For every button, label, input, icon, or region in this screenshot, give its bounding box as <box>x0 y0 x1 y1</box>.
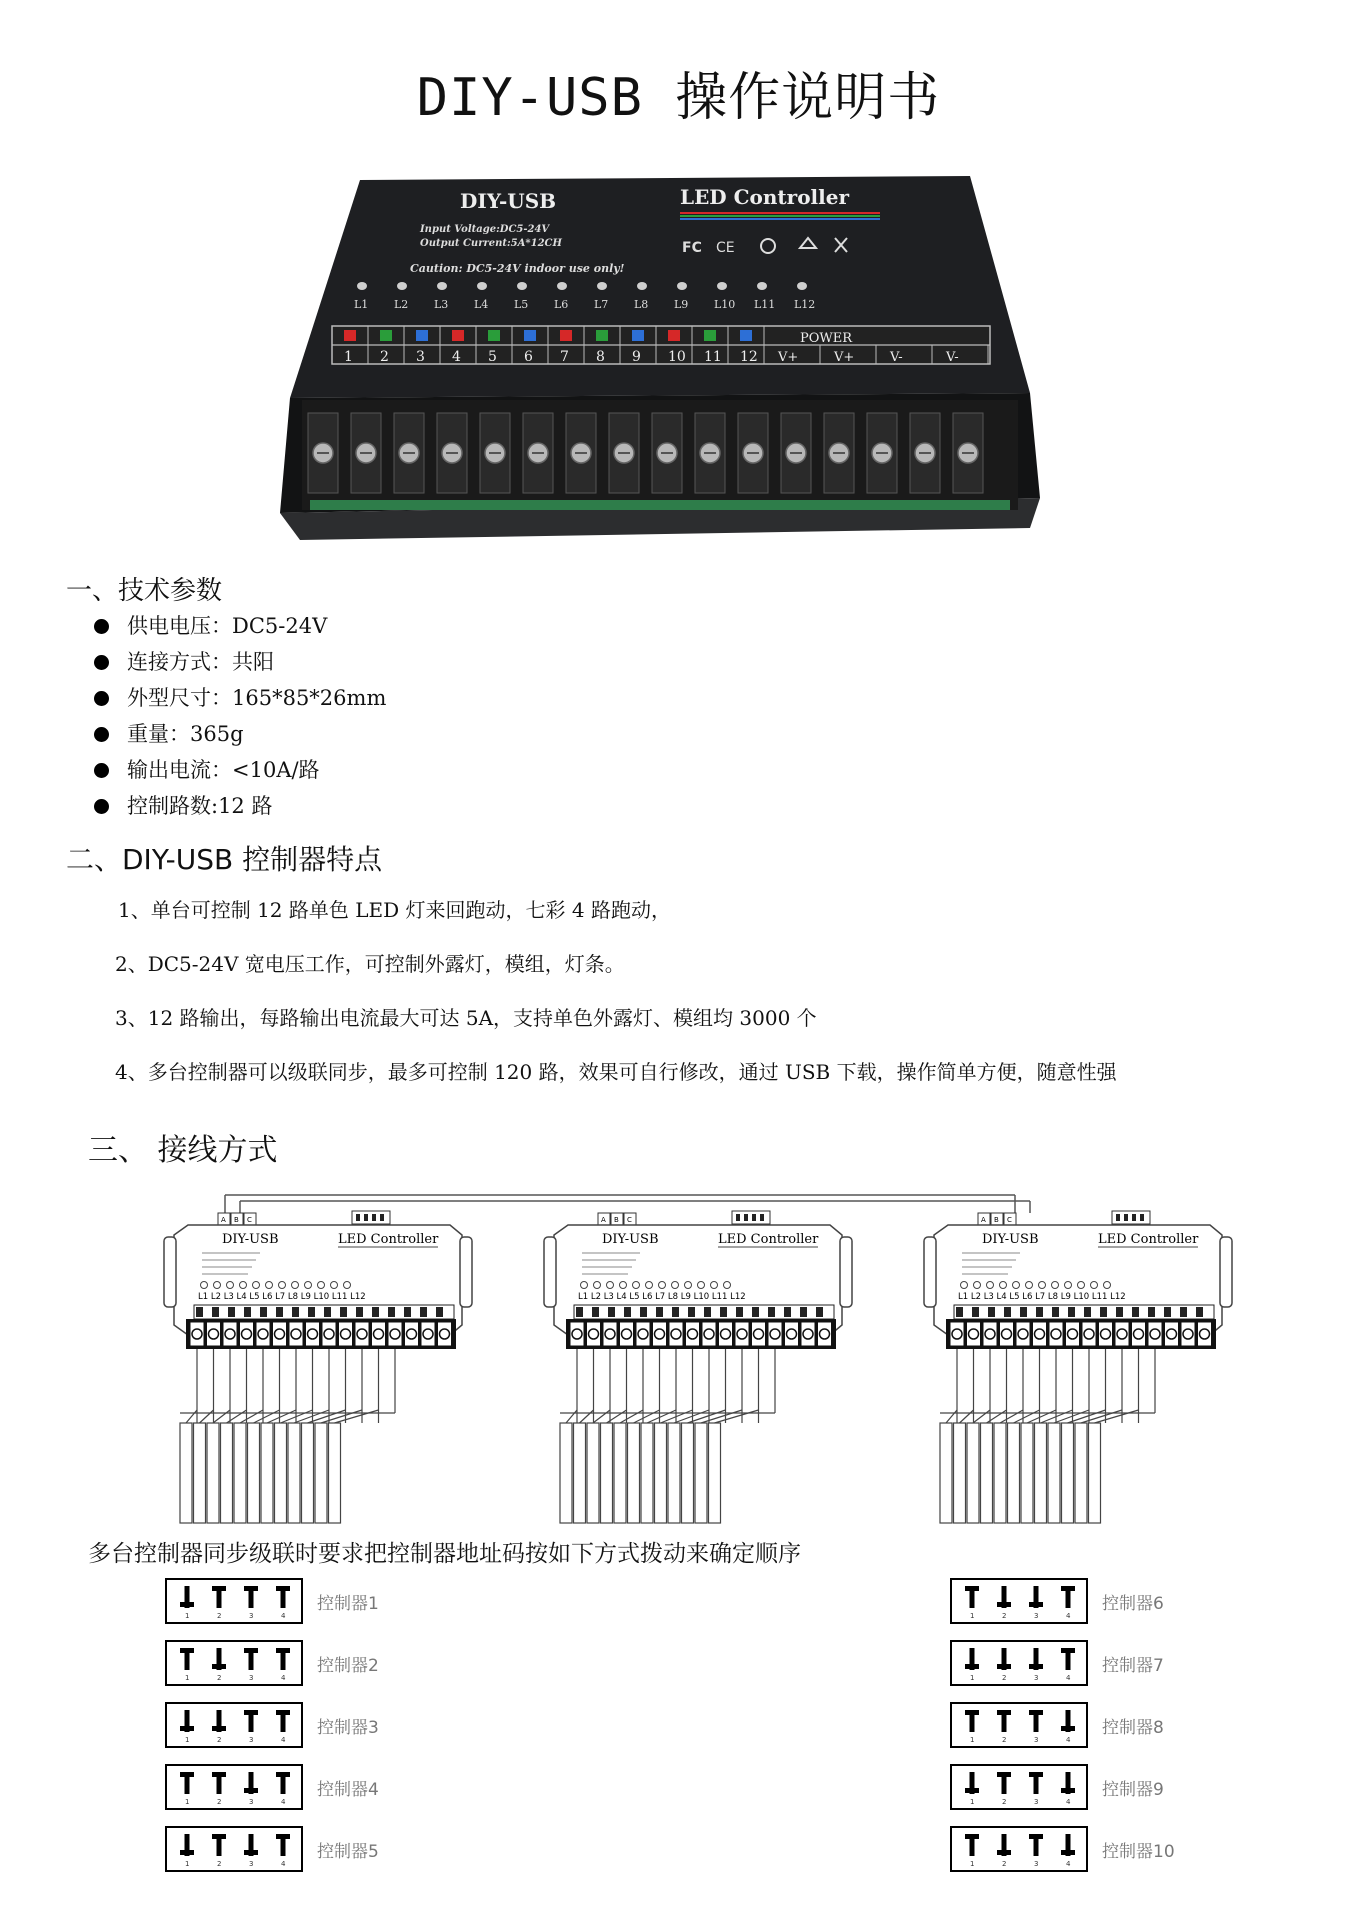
led-indicator <box>557 282 567 290</box>
feature-item: 1、单台可控制 12 路单色 LED 灯来回跑动，七彩 4 路跑动， <box>118 898 671 922</box>
led-strip-bar <box>967 1423 979 1523</box>
led-strip-bar <box>614 1423 626 1523</box>
led-strip-bar <box>628 1423 640 1523</box>
led-strip-bar <box>275 1423 287 1523</box>
dip-switch <box>1029 1710 1043 1744</box>
section2-heading: 二、DIY-USB 控制器特点 <box>66 843 383 876</box>
dip-switch <box>965 1834 979 1868</box>
dip-number: 4 <box>1066 1798 1071 1806</box>
section3-heading: 三、 接线方式 <box>88 1133 278 1168</box>
channel-color-swatch <box>452 330 464 341</box>
dip-number: 4 <box>1066 1860 1071 1868</box>
led-label: L5 <box>514 298 529 311</box>
dip-switch <box>244 1772 258 1806</box>
dip-switch <box>276 1648 290 1682</box>
dip-number: 3 <box>1034 1612 1039 1620</box>
device-brand: DIY-USB <box>460 189 557 213</box>
dip-switch <box>1029 1586 1043 1620</box>
mini-product: LED Controller <box>718 1232 819 1247</box>
led-label: L2 <box>394 298 409 311</box>
dip-switch-block <box>950 1640 1088 1686</box>
dip-number: 4 <box>281 1798 286 1806</box>
dip-switch <box>244 1648 258 1682</box>
dip-switch <box>965 1586 979 1620</box>
svg-text:C: C <box>627 1216 632 1224</box>
terminal-number: 6 <box>524 349 533 365</box>
controller-label: 控制器6 <box>1102 1593 1164 1614</box>
mini-brand: DIY-USB <box>222 1232 279 1247</box>
terminal-number: 11 <box>704 349 722 365</box>
dip-switch-block <box>165 1702 303 1748</box>
led-strip-bar <box>560 1423 572 1523</box>
device-caution: Caution: DC5-24V indoor use only! <box>410 262 625 275</box>
page-title: DIY-USB 操作说明书 <box>416 68 941 128</box>
dip-number: 2 <box>1002 1860 1007 1868</box>
bullet-icon <box>94 619 109 634</box>
controller-label: 控制器4 <box>317 1779 379 1800</box>
led-label: L8 <box>634 298 649 311</box>
dip-switch <box>244 1586 258 1620</box>
dip-number: 1 <box>970 1612 975 1620</box>
dip-number: 3 <box>1034 1674 1039 1682</box>
led-strip-bar <box>1062 1423 1074 1523</box>
dip-switch-block <box>950 1764 1088 1810</box>
dip-switch <box>180 1772 194 1806</box>
mini-product: LED Controller <box>338 1232 439 1247</box>
terminal-number: 1 <box>344 349 353 365</box>
led-strip-bar <box>234 1423 246 1523</box>
controller-label: 控制器7 <box>1102 1655 1164 1676</box>
bullet-icon <box>94 655 109 670</box>
led-strip-bar <box>329 1423 341 1523</box>
dip-switch <box>997 1710 1011 1744</box>
device-input-voltage: Input Voltage:DC5-24V <box>420 224 550 235</box>
terminal-number: 4 <box>452 349 461 365</box>
channel-color-swatch <box>596 330 608 341</box>
device-output-current: Output Current:5A*12CH <box>420 238 562 249</box>
dip-number: 1 <box>970 1674 975 1682</box>
controller-label: 控制器3 <box>317 1717 379 1738</box>
dip-number: 1 <box>185 1860 190 1868</box>
led-strip-bar <box>221 1423 233 1523</box>
led-indicator <box>757 282 767 290</box>
controller-label: 控制器10 <box>1102 1841 1175 1862</box>
led-indicator <box>797 282 807 290</box>
led-label: L6 <box>554 298 569 311</box>
dip-switch-block <box>165 1578 303 1624</box>
dip-switch <box>276 1710 290 1744</box>
dip-number: 2 <box>217 1860 222 1868</box>
led-label: L12 <box>794 298 816 311</box>
led-strip-bar <box>641 1423 653 1523</box>
dip-switch <box>276 1772 290 1806</box>
controller-label: 控制器2 <box>317 1655 379 1676</box>
dip-switch <box>965 1710 979 1744</box>
channel-color-swatch <box>488 330 500 341</box>
led-indicator <box>357 282 367 290</box>
terminal-number: 7 <box>560 349 569 365</box>
power-label: POWER <box>800 331 853 346</box>
led-strip-bar <box>315 1423 327 1523</box>
dip-switch <box>1061 1710 1075 1744</box>
dip-switch <box>1061 1772 1075 1806</box>
led-strip-bar <box>1048 1423 1060 1523</box>
dip-switch <box>1029 1772 1043 1806</box>
dip-switch <box>1061 1648 1075 1682</box>
dip-number: 4 <box>281 1736 286 1744</box>
led-strip-bar <box>981 1423 993 1523</box>
dip-number: 3 <box>249 1674 254 1682</box>
dip-number: 4 <box>281 1612 286 1620</box>
dip-setting-row <box>950 1640 1164 1686</box>
terminal-number: 12 <box>740 349 758 365</box>
spec-item: 连接方式：共阳 <box>94 644 386 680</box>
mini-led-labels: L1 L2 L3 L4 L5 L6 L7 L8 L9 L10 L11 L12 <box>958 1292 1126 1302</box>
terminal-number: 2 <box>380 349 389 365</box>
channel-color-swatch <box>524 330 536 341</box>
led-strip-bar <box>695 1423 707 1523</box>
spec-item: 供电电压：DC5-24V <box>94 608 386 644</box>
spec-item: 输出电流：<10A/路 <box>94 752 386 788</box>
dip-switch <box>965 1648 979 1682</box>
power-terminal-label: V+ <box>778 350 799 365</box>
dip-number: 4 <box>281 1860 286 1868</box>
svg-text:C: C <box>1007 1216 1012 1224</box>
feature-item: 3、12 路输出，每路输出电流最大可达 5A，支持单色外露灯、模组均 3000 个 <box>115 1006 817 1030</box>
power-terminal-label: V- <box>946 350 959 365</box>
led-strip-bar <box>1089 1423 1101 1523</box>
led-indicator <box>717 282 727 290</box>
dip-number: 3 <box>1034 1736 1039 1744</box>
power-terminal-label: V+ <box>834 350 855 365</box>
led-indicator <box>437 282 447 290</box>
dip-number: 4 <box>1066 1612 1071 1620</box>
dip-switch <box>212 1648 226 1682</box>
controller-diagram <box>164 1211 472 1523</box>
svg-text:A: A <box>221 1216 226 1224</box>
dip-switch <box>212 1834 226 1868</box>
led-indicator <box>477 282 487 290</box>
led-strip-bar <box>940 1423 952 1523</box>
dip-setting-row <box>950 1764 1164 1810</box>
led-strip-bar <box>207 1423 219 1523</box>
led-indicator <box>637 282 647 290</box>
svg-text:B: B <box>614 1216 619 1224</box>
channel-color-swatch <box>560 330 572 341</box>
dip-number: 4 <box>281 1674 286 1682</box>
dip-switch <box>276 1586 290 1620</box>
led-strip-bar <box>261 1423 273 1523</box>
spec-item: 外型尺寸：165*85*26mm <box>94 680 386 716</box>
dip-setting-row <box>165 1702 379 1748</box>
dip-number: 2 <box>1002 1736 1007 1744</box>
led-strip-bar <box>180 1423 192 1523</box>
dip-setting-row <box>165 1764 379 1810</box>
dip-number: 3 <box>249 1860 254 1868</box>
led-strip-bar <box>709 1423 721 1523</box>
dip-heading: 多台控制器同步级联时要求把控制器地址码按如下方式拨动来确定顺序 <box>88 1541 801 1567</box>
led-strip-bar <box>1035 1423 1047 1523</box>
dip-setting-row <box>950 1578 1164 1624</box>
dip-number: 1 <box>970 1736 975 1744</box>
terminal-number: 8 <box>596 349 605 365</box>
dip-switch <box>244 1834 258 1868</box>
terminal-number: 9 <box>632 349 641 365</box>
led-indicator <box>677 282 687 290</box>
dip-switch <box>276 1834 290 1868</box>
controller-label: 控制器8 <box>1102 1717 1164 1738</box>
bullet-icon <box>94 763 109 778</box>
dip-switch <box>212 1772 226 1806</box>
dip-switch <box>997 1772 1011 1806</box>
spec-item: 控制路数:12 路 <box>94 788 386 824</box>
dip-switch-block <box>165 1826 303 1872</box>
terminal-number: 10 <box>668 349 686 365</box>
bullet-icon <box>94 727 109 742</box>
dip-switch <box>1061 1834 1075 1868</box>
power-terminal-label: V- <box>890 350 903 365</box>
led-strip-bar <box>248 1423 260 1523</box>
dip-number: 3 <box>1034 1860 1039 1868</box>
dip-number: 2 <box>1002 1674 1007 1682</box>
led-strip-bar <box>655 1423 667 1523</box>
dip-setting-row <box>950 1826 1175 1872</box>
mini-product: LED Controller <box>1098 1232 1199 1247</box>
device-photo <box>270 168 1070 548</box>
svg-text:C: C <box>247 1216 252 1224</box>
led-label: L11 <box>754 298 776 311</box>
dip-switch <box>965 1772 979 1806</box>
led-label: L4 <box>474 298 489 311</box>
led-strip-bar <box>1008 1423 1020 1523</box>
dip-switch-block <box>950 1826 1088 1872</box>
mini-led-labels: L1 L2 L3 L4 L5 L6 L7 L8 L9 L10 L11 L12 <box>578 1292 746 1302</box>
channel-color-swatch <box>380 330 392 341</box>
controller-label: 控制器5 <box>317 1841 379 1862</box>
dip-switch <box>180 1834 194 1868</box>
mini-led-labels: L1 L2 L3 L4 L5 L6 L7 L8 L9 L10 L11 L12 <box>198 1292 366 1302</box>
dip-number: 3 <box>1034 1798 1039 1806</box>
dip-number: 1 <box>970 1860 975 1868</box>
svg-text:A: A <box>601 1216 606 1224</box>
dip-switch-block <box>950 1702 1088 1748</box>
channel-color-swatch <box>344 330 356 341</box>
dip-switch <box>1029 1648 1043 1682</box>
led-strip-bar <box>574 1423 586 1523</box>
led-label: L7 <box>594 298 609 311</box>
dip-number: 3 <box>249 1612 254 1620</box>
dip-switch <box>180 1648 194 1682</box>
dip-switch <box>212 1586 226 1620</box>
led-label: L9 <box>674 298 689 311</box>
cert-fc: FC <box>682 240 702 256</box>
led-indicator <box>397 282 407 290</box>
led-strip-bar <box>682 1423 694 1523</box>
dip-number: 1 <box>185 1736 190 1744</box>
controller-diagram <box>924 1211 1232 1523</box>
svg-text:A: A <box>981 1216 986 1224</box>
dip-number: 4 <box>1066 1736 1071 1744</box>
mini-brand: DIY-USB <box>602 1232 659 1247</box>
terminal-number: 3 <box>416 349 425 365</box>
bullet-icon <box>94 691 109 706</box>
svg-text:B: B <box>994 1216 999 1224</box>
led-strip-bar <box>587 1423 599 1523</box>
dip-switch <box>997 1834 1011 1868</box>
led-indicator <box>517 282 527 290</box>
dip-switch-block <box>165 1764 303 1810</box>
dip-number: 1 <box>185 1674 190 1682</box>
dip-number: 2 <box>217 1798 222 1806</box>
dip-switch <box>180 1710 194 1744</box>
bullet-icon <box>94 799 109 814</box>
led-strip-bar <box>668 1423 680 1523</box>
controller-diagram <box>544 1211 852 1523</box>
device-product: LED Controller <box>680 185 849 209</box>
led-indicator <box>597 282 607 290</box>
feature-item: 4、多台控制器可以级联同步，最多可控制 120 路，效果可自行修改，通过 USB 下载，操作简单方便，随意性强 <box>115 1060 1117 1084</box>
dip-number: 3 <box>249 1736 254 1744</box>
led-strip-bar <box>954 1423 966 1523</box>
section1-heading: 一、技术参数 <box>66 576 223 606</box>
spec-list <box>94 608 386 824</box>
mini-brand: DIY-USB <box>982 1232 1039 1247</box>
led-strip-bar <box>601 1423 613 1523</box>
channel-color-swatch <box>632 330 644 341</box>
led-strip-bar <box>302 1423 314 1523</box>
dip-number: 3 <box>249 1798 254 1806</box>
spec-item: 重量：365g <box>94 716 386 752</box>
led-label: L3 <box>434 298 449 311</box>
dip-switch <box>997 1586 1011 1620</box>
dip-switch-block <box>165 1640 303 1686</box>
dip-number: 4 <box>1066 1674 1071 1682</box>
dip-number: 1 <box>970 1798 975 1806</box>
dip-number: 2 <box>217 1612 222 1620</box>
dip-switch-block <box>950 1578 1088 1624</box>
dip-number: 2 <box>217 1674 222 1682</box>
channel-color-swatch <box>416 330 428 341</box>
dip-number: 2 <box>1002 1612 1007 1620</box>
dip-number: 2 <box>1002 1798 1007 1806</box>
dip-setting-row <box>165 1826 379 1872</box>
channel-color-swatch <box>704 330 716 341</box>
controller-label: 控制器1 <box>317 1593 379 1614</box>
dip-number: 2 <box>217 1736 222 1744</box>
dip-number: 1 <box>185 1798 190 1806</box>
dip-setting-row <box>165 1640 379 1686</box>
dip-switch <box>1061 1586 1075 1620</box>
dip-switch <box>997 1648 1011 1682</box>
led-strip-bar <box>1021 1423 1033 1523</box>
dip-switch <box>244 1710 258 1744</box>
cert-ce: CE <box>716 240 735 256</box>
channel-color-swatch <box>740 330 752 341</box>
dip-setting-row <box>165 1578 379 1624</box>
led-label: L1 <box>354 298 369 311</box>
terminal-number: 5 <box>488 349 497 365</box>
dip-number: 1 <box>185 1612 190 1620</box>
dip-switch <box>1029 1834 1043 1868</box>
wiring-diagram <box>160 1185 1270 1525</box>
dip-switch <box>180 1586 194 1620</box>
led-strip-bar <box>1075 1423 1087 1523</box>
dip-setting-row <box>950 1702 1164 1748</box>
dip-switch <box>212 1710 226 1744</box>
svg-text:B: B <box>234 1216 239 1224</box>
led-strip-bar <box>194 1423 206 1523</box>
led-label: L10 <box>714 298 736 311</box>
controller-label: 控制器9 <box>1102 1779 1164 1800</box>
led-strip-bar <box>994 1423 1006 1523</box>
led-strip-bar <box>288 1423 300 1523</box>
channel-color-swatch <box>668 330 680 341</box>
feature-item: 2、DC5-24V 宽电压工作，可控制外露灯，模组，灯条。 <box>115 952 625 976</box>
